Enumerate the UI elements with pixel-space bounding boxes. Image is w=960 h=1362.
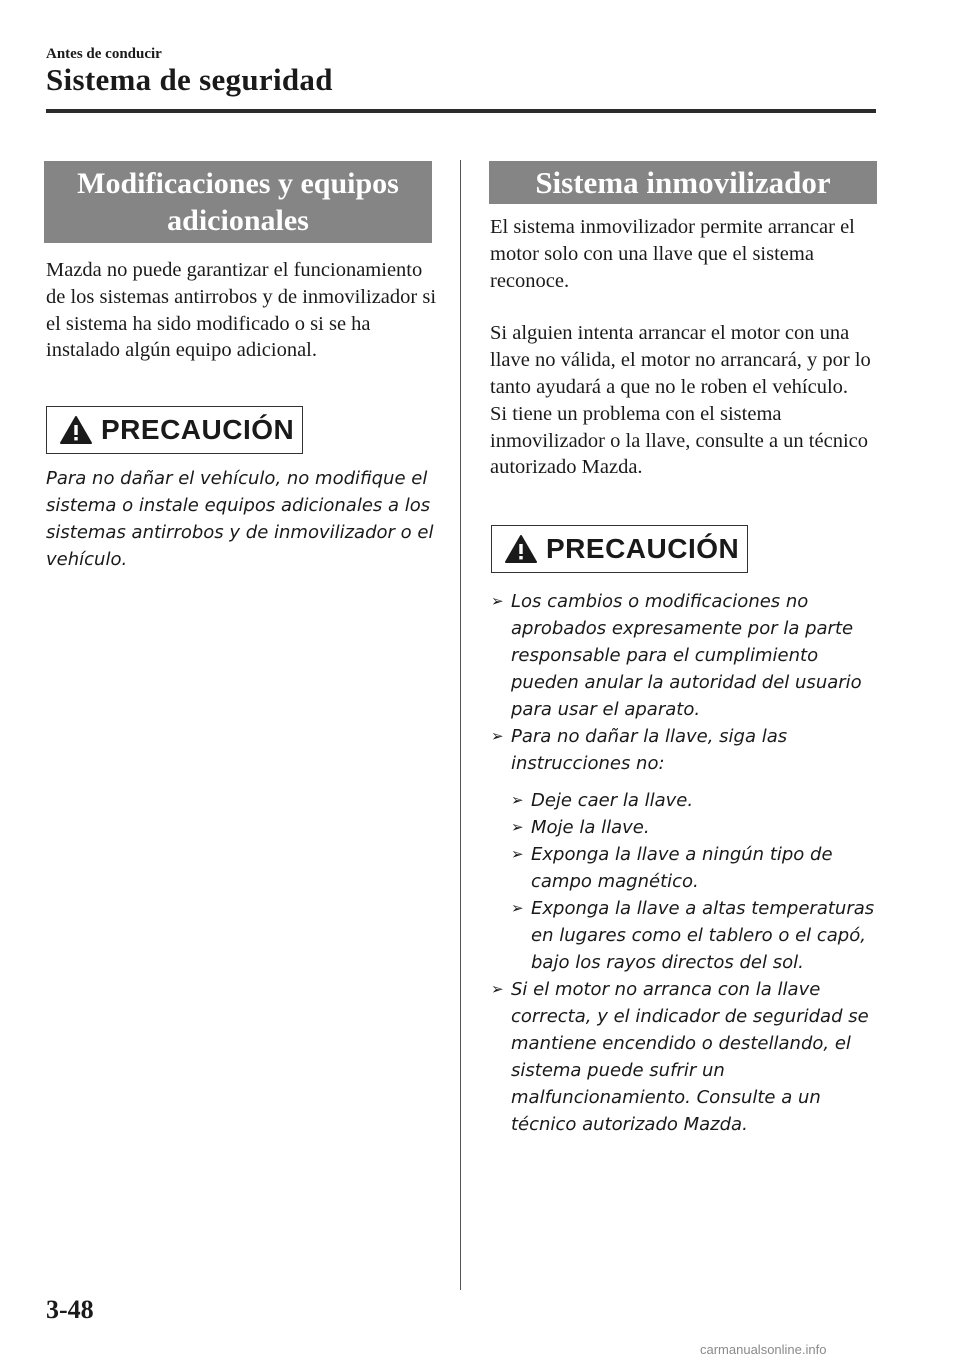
arrow-bullet-icon: ➢	[511, 845, 524, 863]
caution-text-left: Para no dañar el vehículo, no modifique el sistema o instale equipos adicionales a los sistemas antirrobos y de inmovilizador o el vehículo.	[46, 468, 434, 570]
page-number: 3-48	[46, 1295, 94, 1324]
sub-list-item: ➢ Deje caer la llave.	[511, 787, 876, 814]
right-para-1: El sistema inmovilizador permite arrancar el motor solo con una llave que el sistema reconoce.	[490, 216, 855, 292]
chapter-label: Antes de conducir	[46, 46, 162, 62]
arrow-bullet-icon: ➢	[511, 899, 524, 917]
right-paragraphs	[490, 214, 882, 481]
caution-label: PRECAUCIÓN	[546, 533, 740, 564]
arrow-bullet-icon: ➢	[491, 592, 504, 610]
list-item: ➢ Los cambios o modificaciones no aprobados expresamente por la parte responsable para el cumplimiento pueden anular la autoridad del usuario para usar el aparato.	[491, 588, 876, 723]
heading-inmovilizador: Sistema inmovilizador	[489, 161, 877, 204]
arrow-bullet-icon: ➢	[491, 727, 504, 745]
sub-list-item: ➢ Exponga la llave a ningún tipo de campo magnético.	[511, 841, 876, 895]
right-para-2: Si alguien intenta arrancar el motor con una llave no válida, el motor no arrancará, y por lo tanto ayudará a que no le roben el vehículo.	[490, 322, 871, 398]
left-paragraph	[46, 257, 436, 364]
caution-box-left	[46, 406, 303, 454]
heading-modificaciones: Modificaciones y equipos adicionales	[44, 161, 432, 243]
caution-list-right	[491, 588, 876, 1138]
arrow-bullet-icon: ➢	[511, 818, 524, 836]
list-item: ➢ Para no dañar la llave, siga las instrucciones no:	[491, 723, 876, 777]
column-divider	[460, 160, 461, 1290]
caution-label: PRECAUCIÓN	[101, 414, 295, 445]
caution-box-right	[491, 525, 748, 573]
right-para-3: Si tiene un problema con el sistema inmovilizador o la llave, consulte a un técnico autorizado Mazda.	[490, 402, 868, 479]
header-rule	[46, 109, 876, 113]
sub-list-item: ➢ Moje la llave.	[511, 814, 876, 841]
arrow-bullet-icon: ➢	[511, 791, 524, 809]
left-paragraph-text: Mazda no puede garantizar el funcionamiento de los sistemas antirrobos y de inmovilizador si el sistema ha sido modificado o si se ha instalado algún equipo adicional.	[46, 259, 437, 362]
list-item: ➢ Si el motor no arranca con la llave correcta, y el indicador de seguridad se mantiene encendido o destellando, el sistema puede sufrir un malfuncionamiento. Consulte a un técnico autorizado Mazda.	[491, 976, 876, 1138]
arrow-bullet-icon: ➢	[491, 980, 504, 998]
warning-icon	[504, 534, 538, 564]
sub-list-item: ➢ Exponga la llave a altas temperaturas en lugares como el tablero o el capó, bajo los rayos directos del sol.	[511, 895, 876, 976]
section-title: Sistema de seguridad	[46, 62, 333, 97]
watermark: carmanualsonline.info	[700, 1342, 827, 1357]
warning-icon	[59, 415, 93, 445]
